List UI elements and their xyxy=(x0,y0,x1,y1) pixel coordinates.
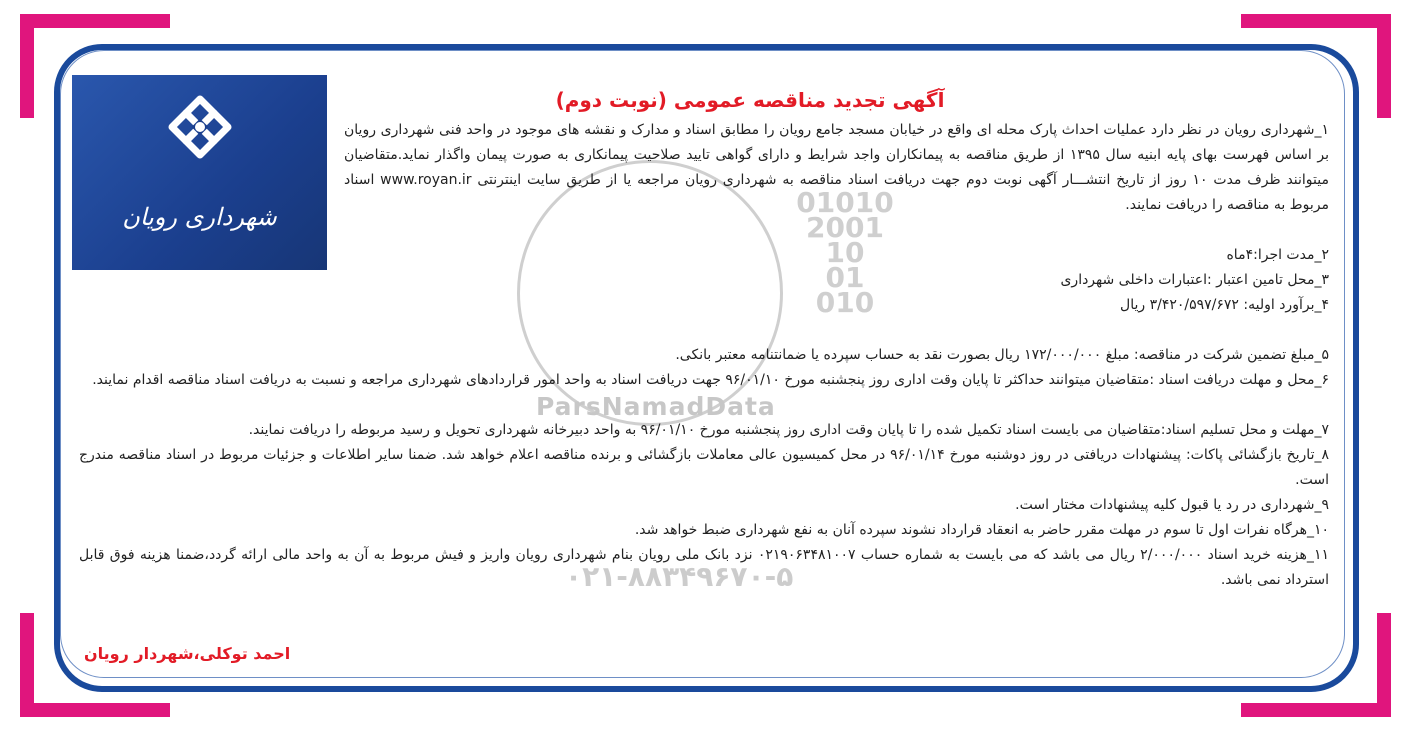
logo-caption: شهرداری رویان xyxy=(122,203,277,231)
watermark-brand: ParsNamadData xyxy=(536,392,776,421)
item-4: ۴_برآورد اولیه: ۳/۴۲۰/۵۹۷/۶۷۲ ریال xyxy=(1120,297,1329,313)
watermark-digits: 01010 2001 10 01 010 xyxy=(796,186,894,319)
corner-bracket xyxy=(20,14,34,118)
item-5: ۵_مبلغ تضمین شرکت در مناقصه: مبلغ ۱۷۲/۰۰۰/۰۰۰ ریال بصورت نقد به حساب سپرده یا ضمانتنامه معتبر بانکی. xyxy=(675,347,1329,363)
corner-bracket xyxy=(1377,14,1391,118)
flower-emblem-icon xyxy=(166,93,234,161)
watermark-phone: ۰۲۱-۸۸۳۴۹۶۷۰-۵ xyxy=(565,560,794,593)
item-6: ۶_محل و مهلت دریافت اسناد :متقاضیان میتوانند حداکثر تا پایان وقت اداری روز پنجشنبه مورخ ۹۶/۰۱/۱۰ جهت دریافت اسناد به واحد امور قراردادهای شهرداری مراجعه و نسبت به دریافت اسناد مناقصه اقدام نمایند. xyxy=(92,372,1329,388)
corner-bracket xyxy=(20,613,34,717)
corner-bracket xyxy=(20,14,170,28)
corner-bracket xyxy=(1241,14,1391,28)
corner-bracket xyxy=(1377,613,1391,717)
item-9: ۹_شهرداری در رد یا قبول کلیه پیشنهادات مختار است. xyxy=(1015,497,1329,513)
item-8: ۸_تاریخ بازگشائی پاکات: پیشنهادات دریافتی در روز دوشنبه مورخ ۹۶/۰۱/۱۴ در محل کمیسیون عالی معاملات بازگشائی و برنده مناقصه اعلام خواهد شد. ضمنا سایر اطلاعات و جزئیات مربوط در اسناد مناقصه مندرج است. xyxy=(79,447,1329,488)
item-3: ۳_محل تامین اعتبار :اعتبارات داخلی شهرداری xyxy=(1060,272,1329,288)
item-2: ۲_مدت اجرا:۴ماه xyxy=(1226,247,1329,263)
corner-bracket xyxy=(20,703,170,717)
signature: احمد توکلی،شهردار رویان xyxy=(84,644,291,663)
municipality-logo xyxy=(72,75,327,270)
item-7: ۷_مهلت و محل تسلیم اسناد:متقاضیان می بایست اسناد تکمیل شده را تا پایان وقت اداری روز پنجشنبه مورخ ۹۶/۰۱/۱۰ به واحد دبیرخانه شهرداری تحویل و رسید مربوطه را دریافت نمایند. xyxy=(248,422,1329,438)
notice-title: آگهی تجدید مناقصه عمومی (نوبت دوم) xyxy=(555,88,945,112)
item-11: ۱۱_هزینه خرید اسناد ۲/۰۰۰/۰۰۰ ریال می باشد که می بایست به شماره حساب ۰۲۱۹۰۶۳۴۸۱۰۰۷ نزد بانک ملی رویان بنام شهرداری رویان واریز و فیش مربوط به آن به واحد مالی ارائه گردد،ضمنا هزینه فوق قابل استرداد نمی باشد. xyxy=(79,547,1329,588)
item-10: ۱۰_هرگاه نفرات اول تا سوم در مهلت مقرر حاضر به انعقاد قرارداد نشوند سپرده آنان به نفع شهرداری ضبط خواهد شد. xyxy=(634,522,1329,538)
item-1: ۱_شهرداری رویان در نظر دارد عملیات احداث پارک محله ای واقع در خیابان مسجد جامع رویان را مطابق اسناد و مدارک و نقشه های موجود در واحد فنی شهرداری رویان بر اساس فهرست بهای پایه ابنیه سال ۱۳۹۵ از طریق مناقصه به پیمانکاران واجد شرایط و دارای گواهی تایید صلاحیت پیمانکاری به صورت پیمان واگذار نماید.متقاضیان میتوانند ظرف مدت ۱۰ روز از تاریخ انتشـــار آگهی نوبت دوم جهت دریافت اسناد مناقصه به شهرداری رویان مراجعه یا از طریق سایت اینترنتی www.royan.ir اسناد مربوط به مناقصه را دریافت نمایند. xyxy=(344,122,1329,213)
corner-bracket xyxy=(1241,703,1391,717)
